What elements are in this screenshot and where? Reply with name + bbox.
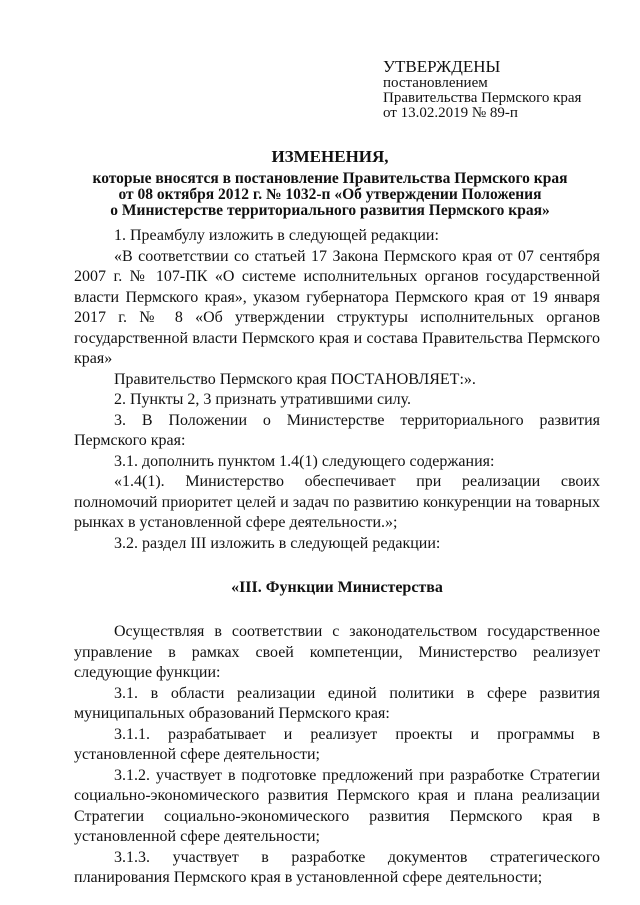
title-sub-line: которые вносятся в постановление Правительства Пермского края (92, 170, 568, 187)
approval-stamp (383, 58, 623, 121)
paragraph: 2. Пункты 2, 3 признать утратившими силу. (114, 391, 412, 408)
paragraph: Правительство Пермского края ПОСТАНОВЛЯЕТ:». (114, 370, 476, 388)
paragraph: «В соответствии со статьей 17 Закона Пермского края от 07 сентября 2007 г. № 107-ПК «О системе исполнительных органов государственной власти Пермского края», указом губернатора Пермского края от 19 января 2017 г. № 8 «Об утверждении структуры исполнительных органов государственной власти Пермского края и состава Правительства Пермского края» (74, 247, 600, 367)
paragraph: 3. В Положении о Министерстве территориального развития Пермского края: (74, 411, 600, 449)
approval-line: постановлением (383, 75, 488, 91)
paragraph: 1. Преамбулу изложить в следующей редакции: (114, 227, 439, 244)
paragraph: «1.4(1). Министерство обеспечивает при реализации своих полномочий приоритет целей и задач по развитию конкуренции на товарных рынках в установленной сфере деятельности.»; (74, 473, 600, 531)
paragraph: 3.1. дополнить пунктом 1.4(1) следующего содержания: (114, 452, 495, 470)
title-sub-line: о Министерстве территориального развития Пермского края» (110, 202, 550, 219)
approval-heading: УТВЕРЖДЕНЫ (383, 57, 501, 76)
document-title (60, 147, 600, 219)
paragraph: 3.2. раздел III изложить в следующей редакции: (114, 534, 441, 552)
paragraph: Осуществляя в соответствии с законодательством государственное управление в рамках своей компетенции, Министерство реализует следующие функции: (74, 623, 600, 681)
title-sub-line: от 08 октября 2012 г. № 1032-п «Об утверждении Положения (118, 186, 542, 203)
paragraph: 3.1. в области реализации единой политики в сфере развития муниципальных образований Пермского края: (74, 684, 600, 722)
approval-line: Правительства Пермского края (383, 90, 582, 106)
document-body (74, 226, 600, 889)
title-main: ИЗМЕНЕНИЯ, (271, 147, 389, 166)
section-heading: «III. Функции Министерства (231, 579, 443, 596)
approval-line: от 13.02.2019 № 89-п (383, 105, 518, 121)
paragraph: 3.1.1. разрабатывает и реализует проекты и программы в установленной сфере деятельности; (74, 725, 600, 763)
paragraph: 3.1.3. участвует в разработке документов стратегического планирования Пермского края в установленной сфере деятельности; (74, 848, 600, 886)
paragraph: 3.1.2. участвует в подготовке предложений при разработке Стратегии социально-экономического развития Пермского края и плана реализации Стратегии социально-экономического развития Пермского края в установленной сфере деятельности; (74, 766, 600, 845)
